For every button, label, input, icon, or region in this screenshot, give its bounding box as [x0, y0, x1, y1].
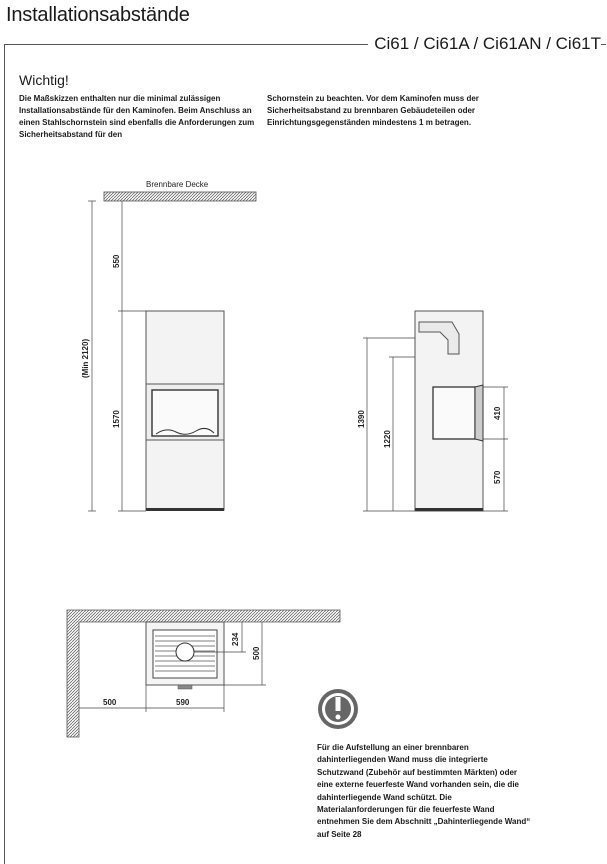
note-text-left: Die Maßskizzen enthalten nur die minimal zulässigen Installationsabstände für den Kaminofen. Beim Anschluss an einen Stahlschornstein sind ebenfalls die Anforderungen zum Sicherheitsabstand für den — [19, 94, 255, 139]
stove-top-door-handle — [178, 685, 192, 689]
stove-front-base — [146, 440, 224, 510]
side-dim-door: 410 — [493, 406, 502, 420]
top-dim-depth: 500 — [252, 646, 261, 660]
top-view-drawing — [67, 610, 340, 737]
front-dim-total: (Min 2120) — [81, 338, 90, 378]
note-heading: Wichtig! — [19, 72, 69, 88]
front-dim-stove: 1570 — [112, 410, 121, 428]
stove-front-top — [146, 311, 224, 384]
top-dim-small: 234 — [231, 632, 240, 646]
stove-front-plinth — [146, 508, 224, 511]
ceiling-label: Brennbare Decke — [146, 180, 209, 189]
side-dim-total: 1390 — [357, 410, 366, 428]
stove-side-door — [475, 385, 483, 441]
stove-side-firebox — [433, 387, 475, 439]
page-title: Installationsabstände — [6, 4, 190, 26]
top-dim-width: 590 — [176, 698, 190, 707]
note-text-right: Schornstein zu beachten. Vor dem Kaminofen muss der Sicherheitsabstand zu brennbaren Gebäudeteilen oder Einrichtungsgegenständen mindestens 1 m betragen. — [267, 94, 479, 127]
top-dim-wall: 500 — [103, 698, 117, 707]
exclamation-icon — [318, 689, 358, 729]
ceiling-hatch — [104, 192, 256, 201]
side-dim-base: 570 — [493, 470, 502, 484]
front-dim-ceiling: 550 — [112, 254, 121, 268]
side-view-drawing — [357, 311, 508, 511]
model-list: Ci61 / Ci61A / Ci61AN / Ci61T — [368, 34, 601, 54]
stove-top-flue-circle — [176, 643, 194, 661]
front-view-drawing — [81, 180, 256, 511]
stove-side-plinth — [415, 508, 483, 511]
warning-text: Für die Aufstellung an einer brennbaren dahinterliegenden Wand muss die integrierte Schutzwand (Zubehör auf bestimmten Märkten) oder eine externe feuerfeste Wand vorhanden sein, die die dahinterliegende Wand schützt. Die Materialanforderungen für die feuerfeste Wand entnehmen Sie dem Abschnitt „Dahinterliegende Wand“ auf Seite 28 — [317, 743, 531, 839]
side-dim-outlet: 1220 — [383, 430, 392, 448]
